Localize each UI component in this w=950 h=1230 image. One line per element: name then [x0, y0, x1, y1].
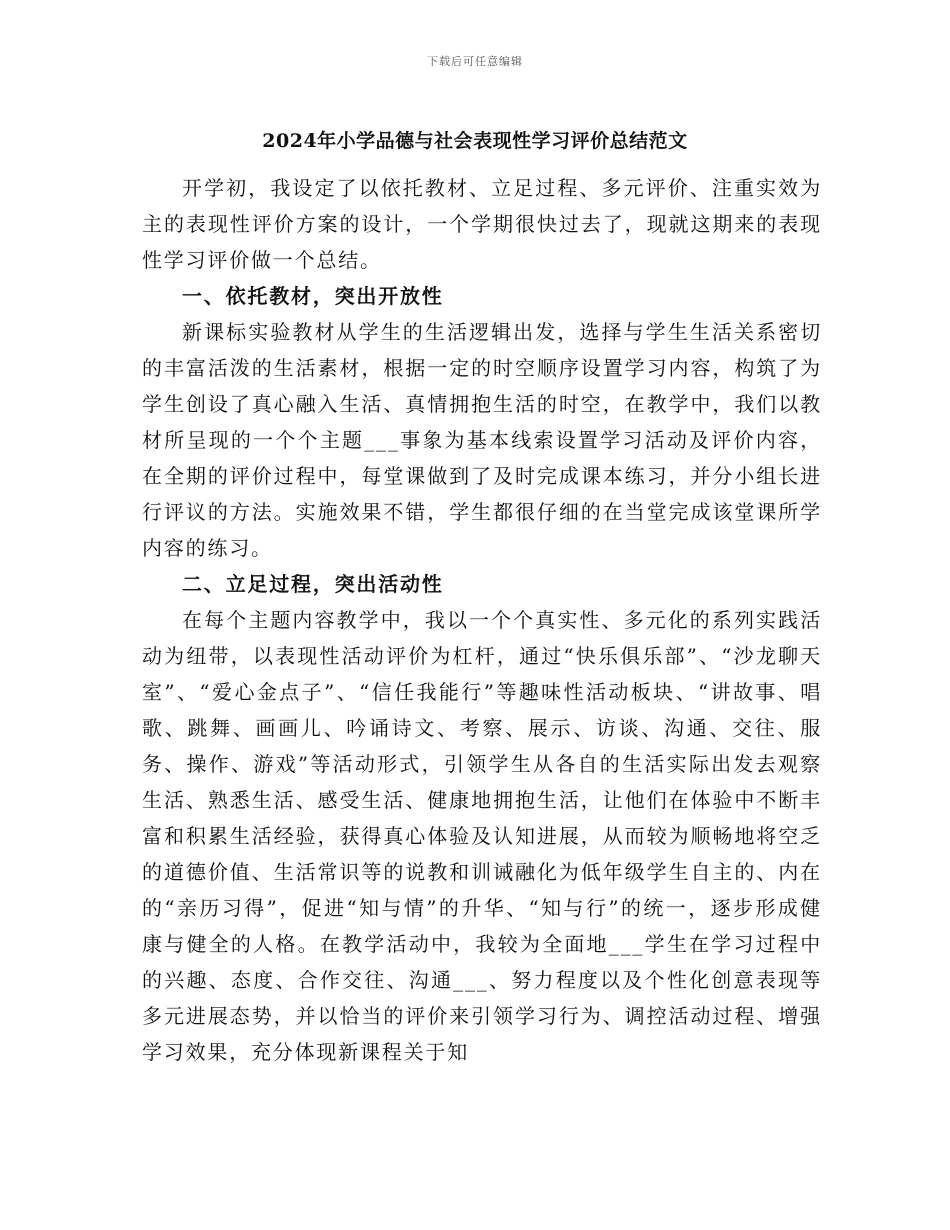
section-1-heading: 一、依托教材，突出开放性 — [182, 284, 444, 308]
document-body — [142, 170, 822, 1070]
intro-paragraph: 开学初，我设定了以依托教材、立足过程、多元评价、注重实效为主的表现性评价方案的设计，一个学期很快过去了，现就这期来的表现性学习评价做一个总结。 — [142, 176, 822, 272]
header-note: 下载后可任意编辑 — [427, 55, 523, 68]
section-2-heading: 二、立足过程，突出活动性 — [182, 572, 444, 596]
section-1-paragraph: 新课标实验教材从学生的生活逻辑出发，选择与学生生活关系密切的丰富活泼的生活素材，根据一定的时空顺序设置学习内容，构筑了为学生创设了真心融入生活、真情拥抱生活的时空，在教学中，我们以教材所呈现的一个个主题___事象为基本线索设置学习活动及评价内容，在全期的评价过程中，每堂课做到了及时完成课本练习，并分小组长进行评议的方法。实施效果不错，学生都很仔细的在当堂完成该堂课所学内容的练习。 — [142, 320, 822, 560]
document-title: 2024年小学品德与社会表现性学习评价总结范文 — [262, 130, 688, 152]
section-2-paragraph: 在每个主题内容教学中，我以一个个真实性、多元化的系列实践活动为纽带，以表现性活动评价为杠杆，通过“快乐俱乐部”、“沙龙聊天室”、“爱心金点子”、“信任我能行”等趣味性活动板块、“讲故事、唱歌、跳舞、画画儿、吟诵诗文、考察、展示、访谈、沟通、交往、服务、操作、游戏”等活动形式，引领学生从各自的生活实际出发去观察生活、熟悉生活、感受生活、健康地拥抱生活，让他们在体验中不断丰富和积累生活经验，获得真心体验及认知进展，从而较为顺畅地将空乏的道德价值、生活常识等的说教和训诫融化为低年级学生自主的、内在的“亲历习得”，促进“知与情”的升华、“知与行”的统一，逐步形成健康与健全的人格。在教学活动中，我较为全面地___学生在学习过程中的兴趣、态度、合作交往、沟通___、努力程度以及个性化创意表现等多元进展态势，并以恰当的评价来引领学习行为、调控活动过程、增强学习效果，充分体现新课程关于知 — [142, 608, 822, 1064]
